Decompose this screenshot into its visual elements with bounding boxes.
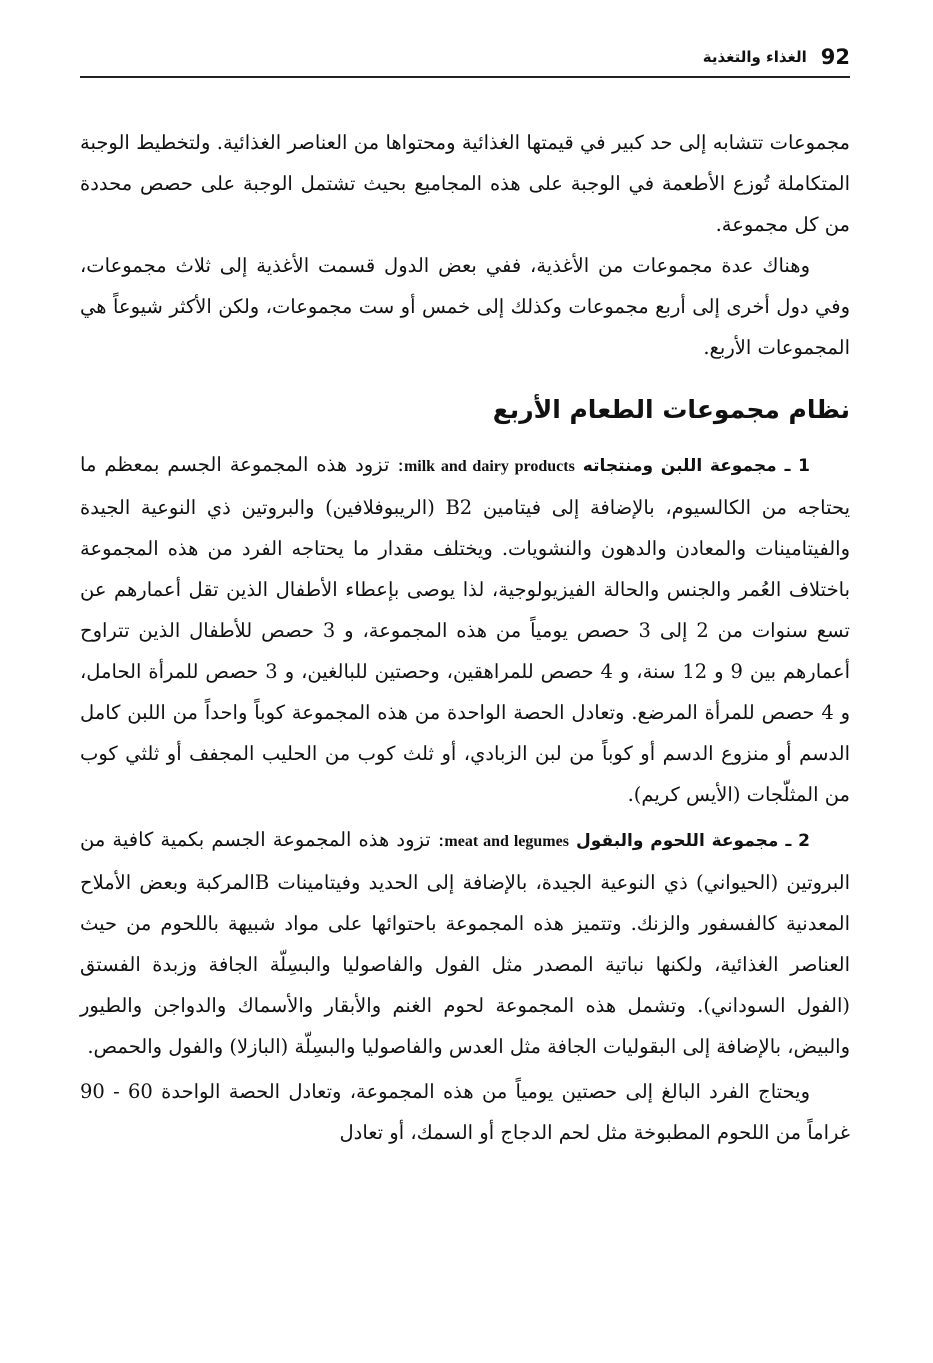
item-meat-heading-en: meat and legumes <box>444 833 569 850</box>
item-meat-paragraph <box>80 819 850 1067</box>
page-header <box>80 40 850 78</box>
running-title: الغذاء والتغذية <box>702 48 807 66</box>
item-meat-colon: : <box>437 828 445 851</box>
item-meat-number: 2 ـ <box>785 831 810 851</box>
book-page <box>80 40 850 1153</box>
item-milk-number: 1 ـ <box>784 456 810 476</box>
intro-paragraph-2: وهناك عدة مجموعات من الأغذية، ففي بعض الدول قسمت الأغذية إلى ثلاث مجموعات، وفي دول أخرى إلى أربع مجموعات وكذلك إلى خمس أو ست مجموعات، ولكن الأكثر شيوعاً هي المجموعات الأربع. <box>80 254 850 359</box>
item-milk-heading-en: milk and dairy products <box>403 458 575 475</box>
item-meat-text: تزود هذه المجموعة الجسم بكمية كافية من البروتين (الحيواني) ذي النوعية الجيدة، بالإضافة إلى الحديد وفيتامينات Bالمركبة وبعض الأملاح المعدنية كالفسفور والزنك. وتتميز هذه المجموعة باحتوائها على مواد شبيهة باللحوم من حيث العناصر الغذائية، ولكنها نباتية المصدر مثل الفول والفاصوليا والبسِلّة الجافة وزبدة الفستق (الفول السوداني). وتشمل هذه المجموعة لحوم الغنم والأبقار والأسماك والدواجن والطيور والبيض، بالإضافة إلى البقوليات الجافة مثل العدس والفاصوليا والبسِلّة (البازلا) والفول والحمص. <box>80 828 851 1058</box>
item-milk-text: تزود هذه المجموعة الجسم بمعظم ما يحتاجه من الكالسيوم، بالإضافة إلى فيتامين B2 (الريبوفلافين) والبروتين ذي النوعية الجيدة والفيتامينات والمعادن والدهون والنشويات. ويختلف مقدار ما يحتاجه الفرد من هذه المجموعة باختلاف العُمر والجنس والحالة الفيزيولوجية، لذا يوصى بإعطاء الأطفال الذين تقل أعمارهم عن تسع سنوات من 2 إلى 3 حصص يومياً من هذه المجموعة، و 3 حصص للأطفال الذين تتراوح أعمارهم بين 9 و 12 سنة، و 4 حصص للمراهقين، وحصتين للبالغين، و 3 حصص للمرأة الحامل، و 4 حصص للمرأة المرضع. وتعادل الحصة الواحدة من هذه المجموعة كوباً واحداً من اللبن كامل الدسم أو منزوع الدسم أو كوباً من لبن الزبادي، أو ثلث كوب من الحليب المجفف أو ثلثي كوب من المثلّجات (الأيس كريم). <box>80 453 851 806</box>
intro-paragraph-1: مجموعات تتشابه إلى حد كبير في قيمتها الغذائية ومحتواها من العناصر الغذائية. ولتخطيط الوجبة المتكاملة تُوزع الأطعمة في الوجبة على هذه المجاميع بحيث تشتمل الوجبة على حصص محددة من كل مجموعة. <box>80 131 850 236</box>
item-milk-heading: مجموعة اللبن ومنتجاته <box>582 456 777 476</box>
section-title: نظام مجموعات الطعام الأربع <box>492 395 850 424</box>
page-number: 92 <box>820 45 850 69</box>
item-milk-colon: : <box>397 453 404 476</box>
body-text <box>80 122 850 1153</box>
closing-paragraph: ويحتاج الفرد البالغ إلى حصتين يومياً من هذه المجموعة، وتعادل الحصة الواحدة 60 - 90 غراماً من اللحوم المطبوخة مثل لحم الدجاج أو السمك، أو تعادل <box>80 1080 850 1144</box>
item-meat-heading: مجموعة اللحوم والبقول <box>576 831 779 851</box>
item-milk-paragraph <box>80 444 850 815</box>
